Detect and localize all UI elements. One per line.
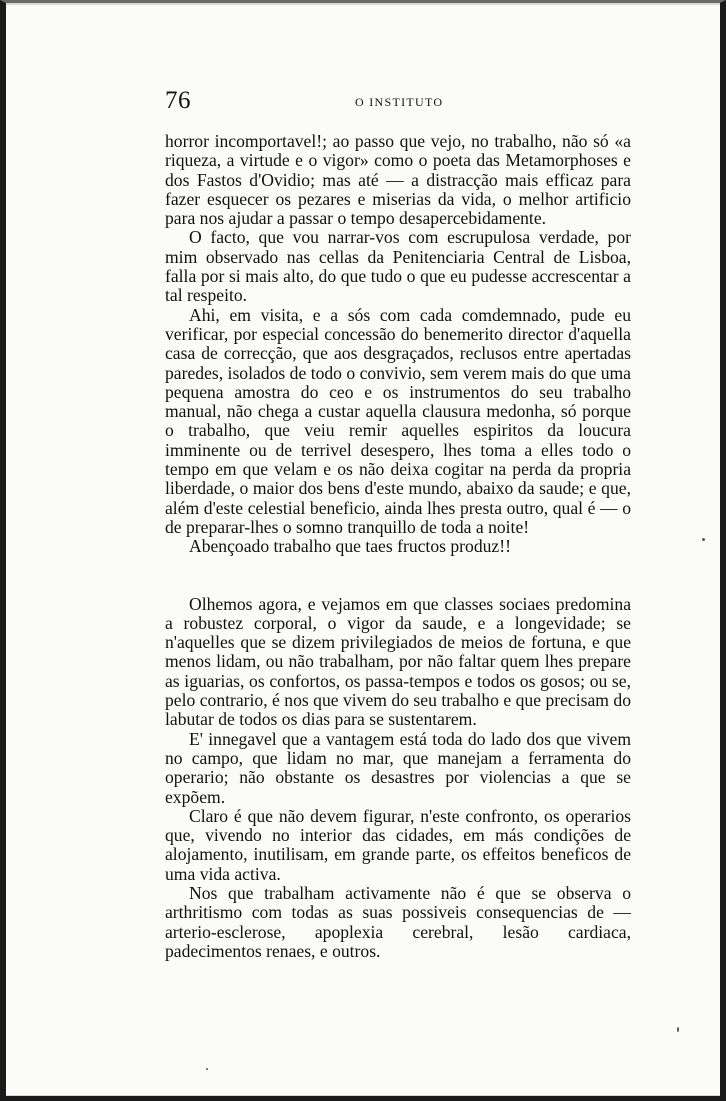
paragraph-olhemos: Olhemos agora, e vejamos em que classes sociaes predomina a robustez corporal, o vigor da saude, e a longevidade; se n'aquelles que se dizem privilegiados de meios de fortuna, e que menos lidam, ou não trabalham, por não faltar quem lhes prepare as iguarias, os confortos, os passa-tempos e todos os gosos; ou se, pelo contrario, é nos que vivem do seu trabalho e que precisam do labutar de todos os dias para se sustentarem. [165,593,631,730]
book-page [6,5,720,1095]
paragraph-abencoado: Abençoado trabalho que taes fructos produz!! [189,536,511,557]
scan-speck [677,1027,679,1032]
scan-speck [206,1068,208,1070]
paragraph-claro: Claro é que não devem figurar, n'este confronto, os operarios que, vivendo no interior das cidades, em más condições de alojamento, inutilisam, em grande parte, os effeitos beneficos de uma vida activa. [165,805,631,884]
scan-speck [702,538,705,541]
paragraph-innegavel: E' innegavel que a vantagem está toda do lado dos que vivem no campo, que lidam no mar, que manejam a ferramenta do operario; não obstante os desastres por violencias a que se expõem. [165,728,631,807]
body-text [165,132,631,961]
running-head: O INSTITUTO [355,95,444,109]
paragraph-arthritismo: Nos que trabalham activamente não é que se observa o arthritismo com todas as suas possiveis consequencias de — arterio-esclerose, apoplexia cerebral, lesão cardiaca, padecimentos renaes, e outros. [165,882,631,961]
paragraph-facto: O facto, que vou narrar-vos com escrupulosa verdade, por mim observado nas cellas da Penitenciaria Central de Lisboa, falla por si mais alto, do que tudo o que eu pudesse accrescentar a tal respeito. [165,227,631,306]
paragraph-visita: Ahi, em visita, e a sós com cada comdemnado, pude eu verificar, por especial concessão do benemerito director d'aquella casa de correcção, que aos desgraçados, reclusos entre apertadas paredes, isolados de todo o convivio, sem verem mais do que uma pequena amostra do ceo e os instrumentos do seu trabalho manual, não chega a custar aquella clausura medonha, só porque o trabalho, que veiu remir aquelles espiritos da loucura imminente ou de terrivel desespero, lhes toma a elles todo o tempo em que velam e os não deixa cogitar na perda da propria liberdade, o maior dos bens d'este mundo, abaixo da saude; e que, além d'este celestial beneficio, ainda lhes presta outro, qual é — o de preparar-lhes o somno tranquillo de toda a noite! [165,304,631,537]
page-number: 76 [165,87,191,114]
paragraph-continuation: horror incomportavel!; ao passo que vejo, no trabalho, não só «a riqueza, a virtude e o vigor» como o poeta das Metamorphoses e dos Fastos d'Ovidio; mas até — a distracção mais efficaz para fazer esquecer os pezares e miserias da vida, o melhor artificio para nos ajudar a passar o tempo desapercebidamente. [165,131,631,229]
page-header [165,87,631,117]
